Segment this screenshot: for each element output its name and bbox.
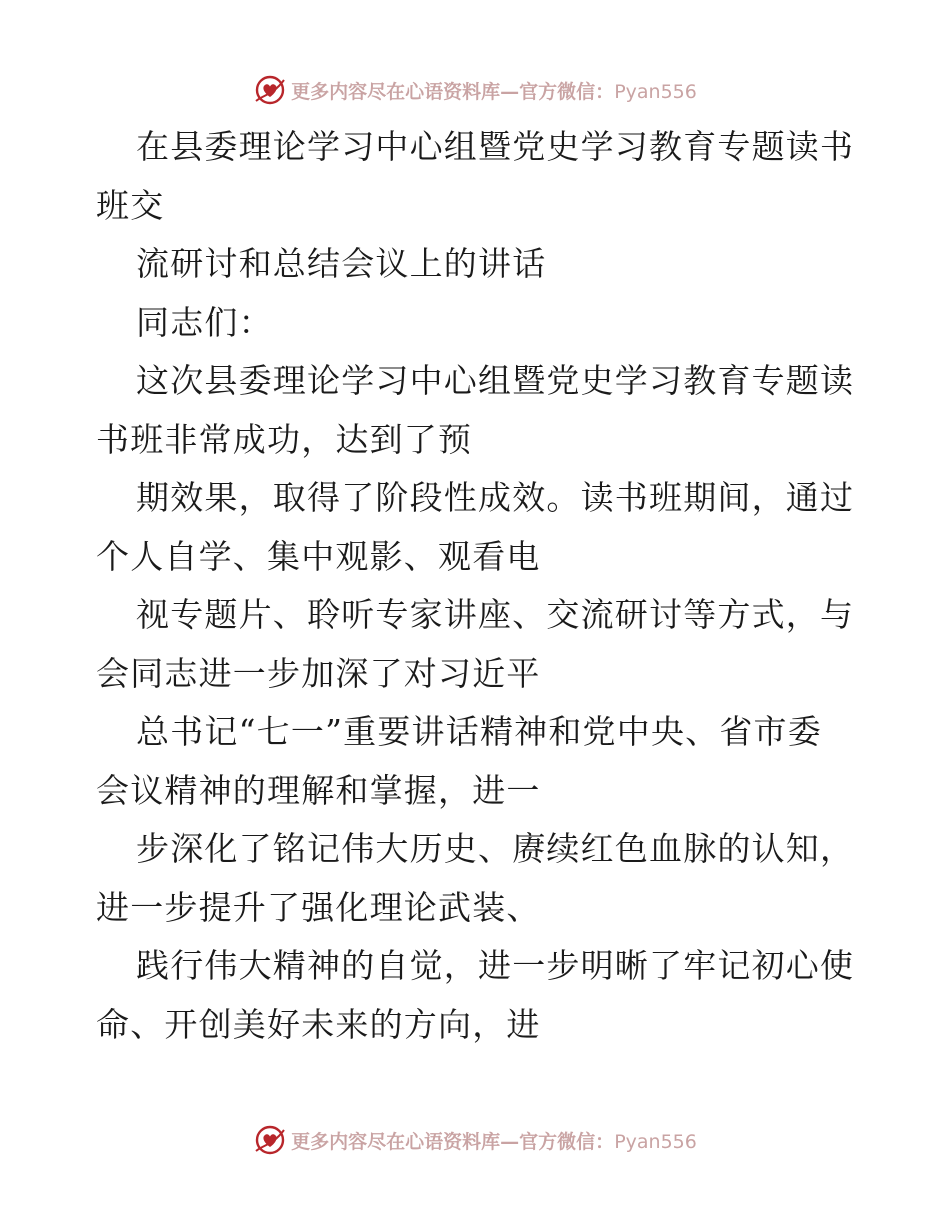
text-line: 践行伟大精神的自觉，进一步明晰了牢记初心使: [136, 946, 855, 985]
text-line: 进一步提升了强化理论武装、: [96, 887, 541, 927]
watermark-text: 更多内容尽在心语资料库: [291, 1130, 501, 1153]
text-line: 这次县委理论学习中心组暨党史学习教育专题读: [136, 361, 855, 400]
text-line: 个人自学、集中观影、观看电: [96, 536, 541, 576]
text-line: 在县委理论学习中心组暨党史学习教育专题读书: [136, 127, 855, 166]
watermark-text: 更多内容尽在心语资料库: [291, 80, 501, 103]
document-body: [96, 118, 856, 1054]
heart-logo-icon: [253, 73, 287, 107]
text-line: 班交: [96, 185, 165, 225]
text-line: 总书记“七一”重要讲话精神和党中央、省市委: [136, 712, 822, 751]
heart-logo-icon: [253, 1123, 287, 1157]
watermark-separator: —: [500, 80, 520, 103]
watermark-wechat-id: Pyan556: [614, 1130, 697, 1153]
watermark-banner-top: [0, 70, 950, 110]
text-line: 期效果，取得了阶段性成效。读书班期间，通过: [136, 478, 855, 517]
text-line: 视专题片、聆听专家讲座、交流研讨等方式，与: [136, 595, 855, 634]
watermark-official: 官方微信：: [519, 1130, 615, 1153]
text-line: 会议精神的理解和掌握，进一: [96, 770, 541, 810]
text-line: 命、开创美好未来的方向，进: [96, 1004, 541, 1044]
text-line: 书班非常成功，达到了预: [96, 419, 473, 459]
watermark-wechat-id: Pyan556: [614, 80, 697, 103]
text-line: 同志们：: [136, 302, 273, 342]
watermark-official: 官方微信：: [519, 80, 615, 103]
watermark-separator: —: [500, 1130, 520, 1153]
text-line: 步深化了铭记伟大历史、赓续红色血脉的认知，: [136, 829, 855, 868]
text-line: 会同志进一步加深了对习近平: [96, 653, 541, 693]
watermark-banner-bottom: [0, 1120, 950, 1160]
text-line: 流研讨和总结会议上的讲话: [136, 244, 547, 283]
